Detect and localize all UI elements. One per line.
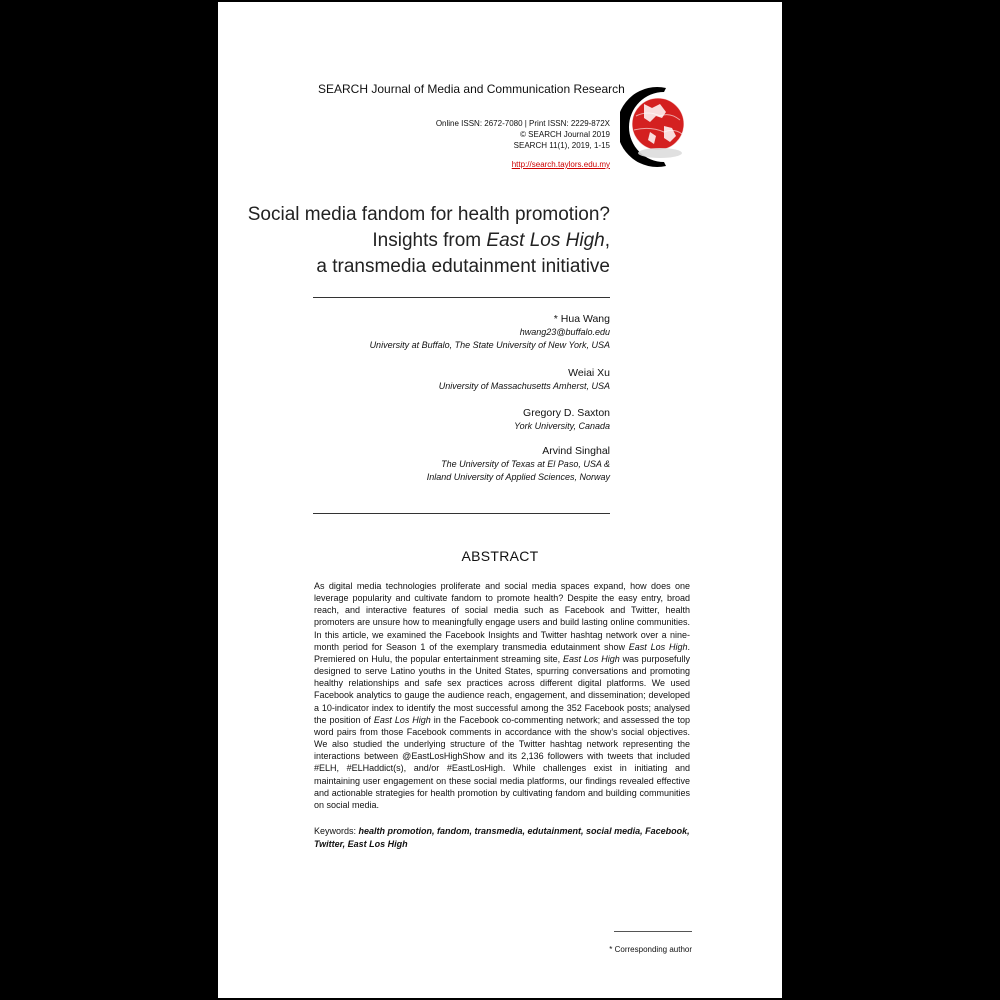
journal-title: SEARCH Journal of Media and Communication Research [318, 82, 625, 96]
author-name: * Hua Wang [553, 313, 610, 325]
document-page [218, 2, 782, 998]
title-line-1: Social media fandom for health promotion? [247, 204, 610, 225]
author-name: Weiai Xu [568, 367, 610, 379]
author-block [258, 406, 610, 433]
copyright-line: © SEARCH Journal 2019 [520, 130, 610, 139]
citation-line: SEARCH 11(1), 2019, 1-15 [513, 141, 610, 150]
author-block [258, 444, 610, 484]
abstract-heading: ABSTRACT [461, 548, 539, 564]
author-affiliation: Inland University of Applied Sciences, Norway [426, 472, 610, 482]
title-line-2-suffix: , [604, 230, 610, 251]
title-line-3: a transmedia edutainment initiative [316, 256, 610, 277]
title-line-2-italic: East Los High [486, 230, 605, 251]
author-affiliation: University of Massachusetts Amherst, USA [438, 381, 610, 391]
authors-divider [313, 513, 610, 514]
footnote-divider [614, 931, 692, 932]
author-affiliation: University at Buffalo, The State University of New York, USA [369, 340, 610, 350]
title-divider [313, 297, 610, 298]
title-line-2 [238, 228, 610, 254]
title-line-2-prefix: Insights from [372, 230, 487, 251]
keywords [314, 825, 690, 850]
author-name: Arvind Singhal [542, 445, 610, 457]
author-affiliation: York University, Canada [514, 421, 610, 431]
journal-logo-icon [620, 82, 690, 172]
issn-line: Online ISSN: 2672-7080 | Print ISSN: 2229-872X [435, 119, 610, 128]
author-name: Gregory D. Saxton [523, 407, 610, 419]
author-affiliation: The University of Texas at El Paso, USA & [441, 459, 610, 469]
journal-url-link[interactable]: http://search.taylors.edu.my [511, 160, 610, 169]
abstract-text: As digital media technologies proliferate and social media spaces expand, how does one leverage popularity and cultivate fandom to promote health? Despite the easy entry, broad reach, and interactive features of social media such as Facebook and Twitter, health promoters are unsure how to meaningfully engage users and build lasting online communities. In this article, we examined the Facebook Insights and Twitter hashtag network over a nine-month period for Season 1 of the exemplary transmedia edutainment show East Los High. Premiered on Hulu, the popular entertainment streaming site, East Los High was purposefully designed to serve Latino youths in the United States, spurring conversations and promoting healthy relationships and safe sex practices across different digital platforms. We used Facebook analytics to gauge the audience reach, engagement, and dissemination; developed a 10-indicator index to identify the most successful among the 352 Facebook posts; analysed the position of East Los High in the Facebook co-commenting network; and assessed the top word pairs from those Facebook comments in accordance with the show’s social objectives. We also studied the underlying structure of the Twitter hashtag network representing the interactions between @EastLosHighShow and its 2,136 followers with tweets that included #ELH, #ELHaddict(s), and/or #EastLosHigh. While challenges exist in initiating and maintaining user engagement on these social media platforms, our findings revealed effective and actionable strategies for health promotion by cultivating fandom and building communities on social media. [314, 581, 691, 810]
keywords-label: Keywords: [314, 826, 359, 836]
keywords-terms: health promotion, fandom, transmedia, edutainment, social media, Facebook, Twitter, East Los High [314, 826, 690, 849]
corresponding-author-footnote: * Corresponding author [609, 945, 692, 954]
author-email: hwang23@buffalo.edu [519, 327, 610, 337]
author-block [258, 312, 610, 352]
article-title [238, 202, 610, 280]
author-block [258, 366, 610, 393]
